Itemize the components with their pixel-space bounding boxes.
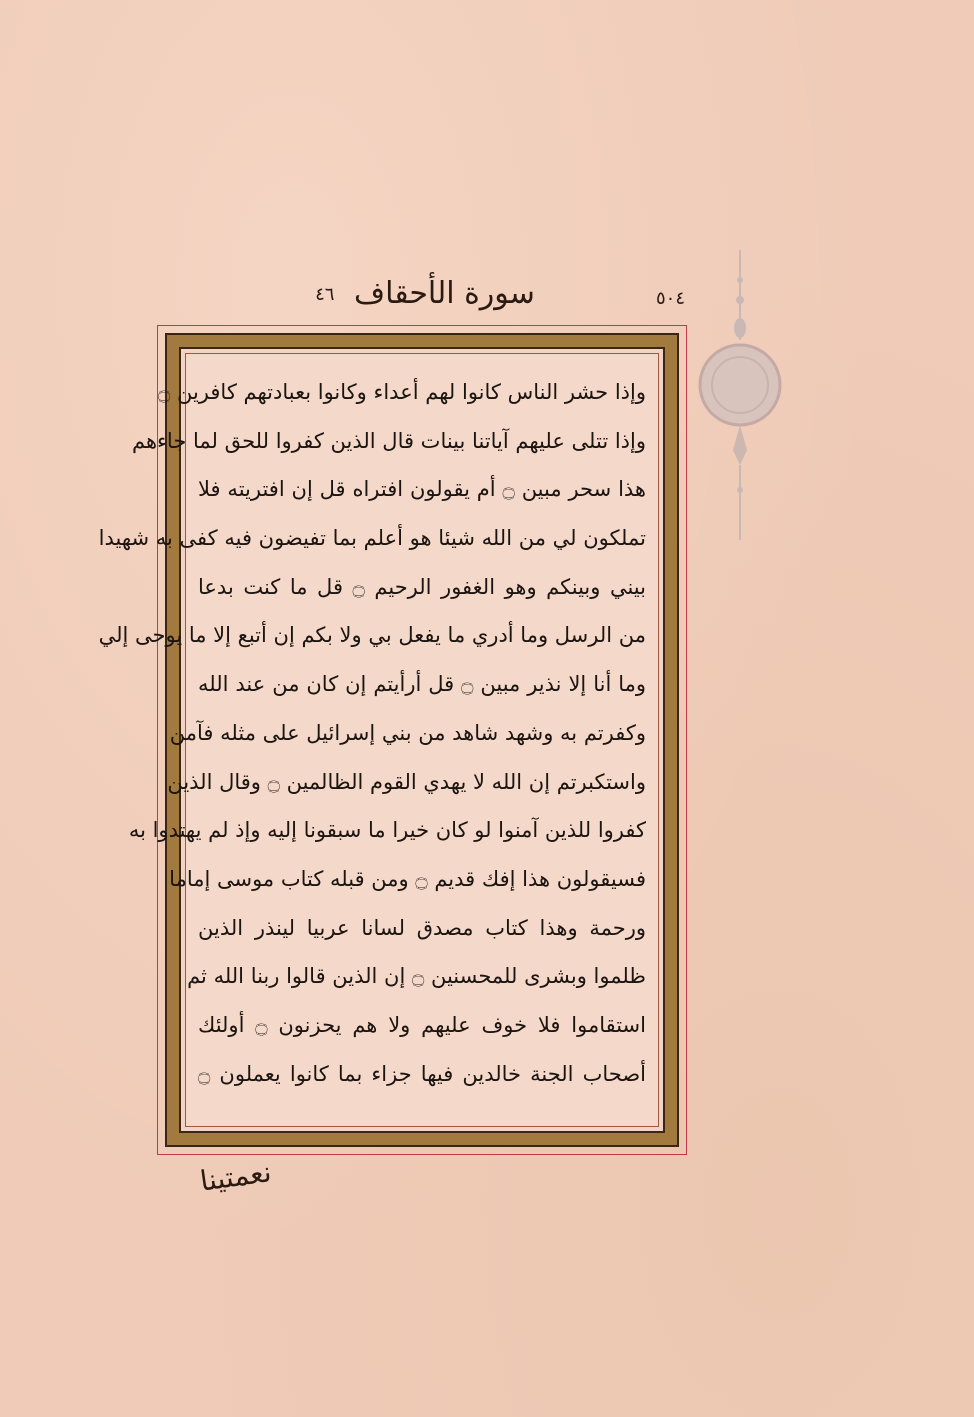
text-line: تملكون لي من الله شيئا هو أعلم بما تفيضون فيه كفى به شهيدا xyxy=(98,526,646,551)
text-line: واستكبرتم إن الله لا يهدي القوم الظالمين ۝ وقال الذين xyxy=(167,769,646,794)
text-line: من الرسل وما أدري ما يفعل بي ولا بكم إن أتبع إلا ما يوحى إلي xyxy=(98,623,646,648)
text-line: هذا سحر مبين ۝ أم يقولون افتراه قل إن افتريته فلا xyxy=(198,477,646,502)
text-line: بيني وبينكم وهو الغفور الرحيم ۝ قل ما كنت بدعا xyxy=(198,574,646,599)
text-line: ظلموا وبشرى للمحسنين ۝ إن الذين قالوا ربنا الله ثم xyxy=(187,964,646,989)
page-number: ٥٠٤ xyxy=(655,288,685,309)
text-line: كفروا للذين آمنوا لو كان خيرا ما سبقونا إليه وإذ لم يهتدوا به xyxy=(128,818,646,843)
catchword-signature: نعمتينا xyxy=(198,1155,274,1198)
text-frame xyxy=(98,333,679,1147)
text-line: فسيقولون هذا إفك قديم ۝ ومن قبله كتاب موسى إماما xyxy=(169,866,646,891)
surah-number: ٤٦ xyxy=(315,284,335,305)
text-line: وما أنا إلا نذير مبين ۝ قل أرأيتم إن كان من عند الله xyxy=(198,672,647,697)
text-frame-inner xyxy=(98,347,665,1133)
text-line: وكفرتم به وشهد شاهد من بني إسرائيل على مثله فآمن xyxy=(169,720,646,745)
page-header xyxy=(165,270,685,320)
surah-title xyxy=(165,276,685,311)
text-block xyxy=(98,353,659,1127)
surah-title-text: سورة الأحقاف xyxy=(353,276,535,311)
text-line: وإذا حشر الناس كانوا لهم أعداء وكانوا بعبادتهم كافرين ۝ xyxy=(157,380,646,404)
text-line: أصحاب الجنة خالدين فيها جزاء بما كانوا يعملون ۝ xyxy=(198,1061,646,1086)
text-line: ورحمة وهذا كتاب مصدق لسانا عربيا لينذر الذين xyxy=(198,915,646,940)
margin-ornament-icon xyxy=(695,250,785,540)
text-line: استقاموا فلا خوف عليهم ولا هم يحزنون ۝ أولئك xyxy=(198,1012,646,1037)
text-line: وإذا تتلى عليهم آياتنا بينات قال الذين كفروا للحق لما جاءهم xyxy=(132,428,646,453)
